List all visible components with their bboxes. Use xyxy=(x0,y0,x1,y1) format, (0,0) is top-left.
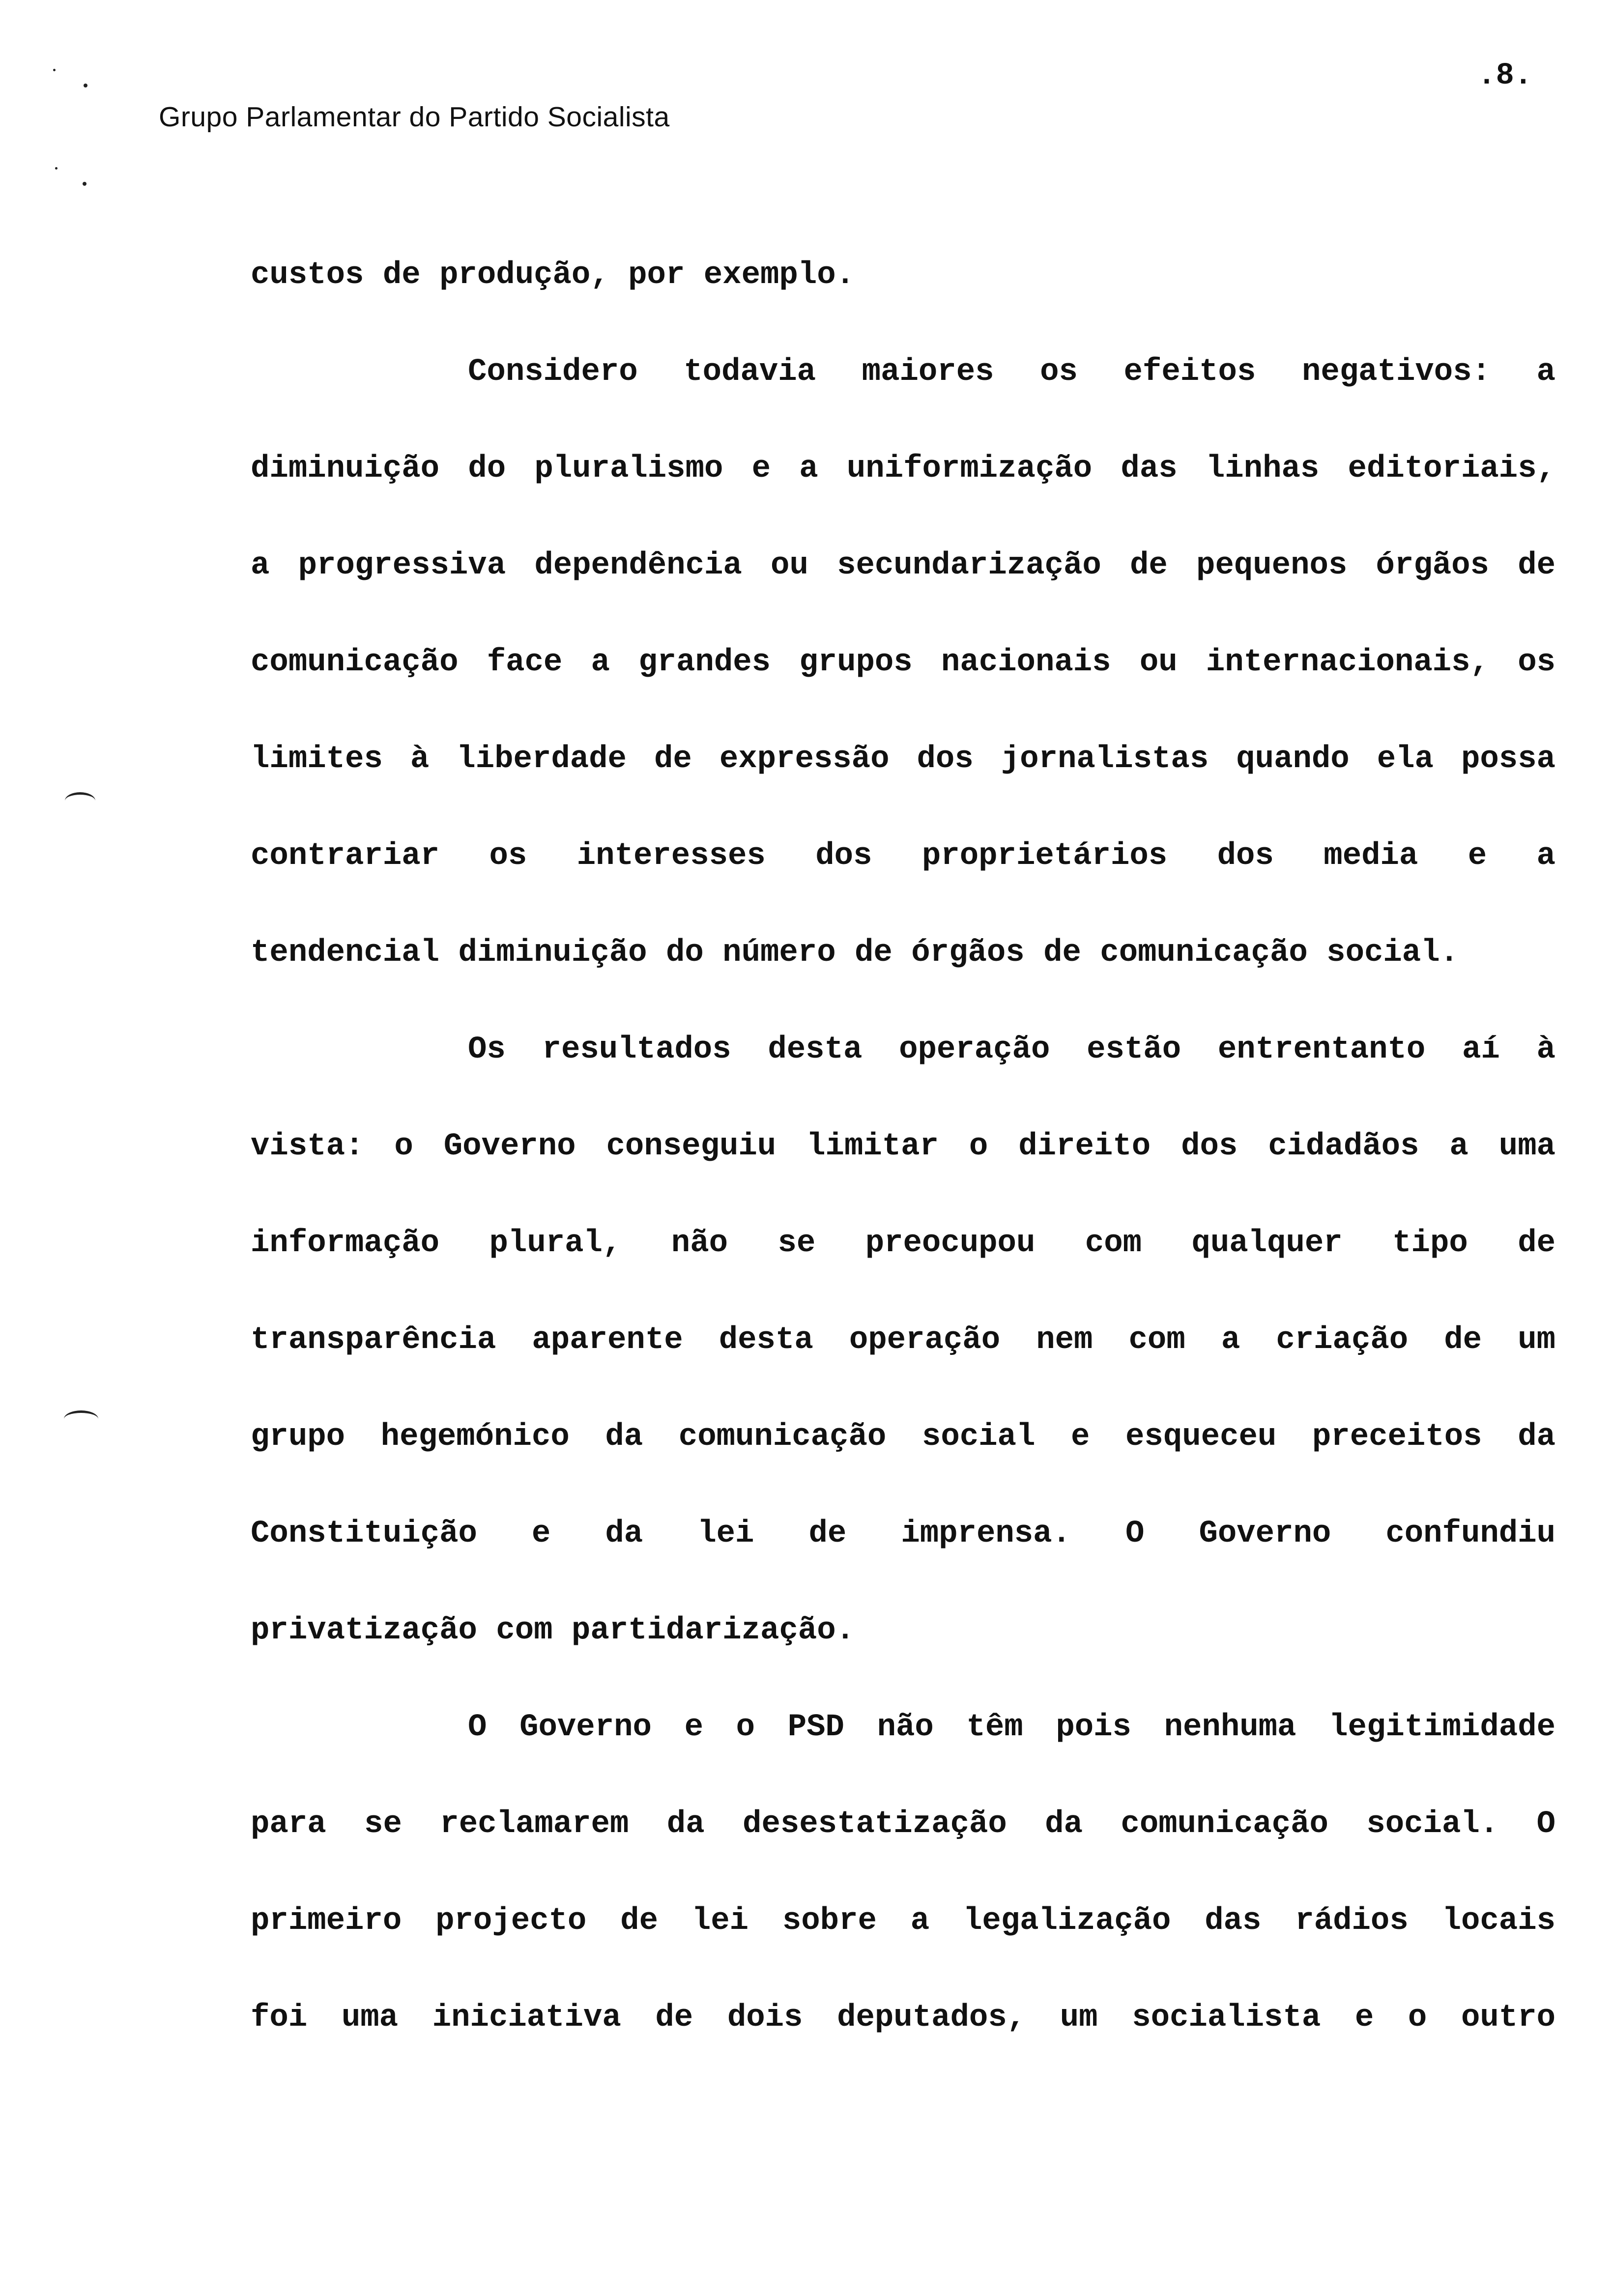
text-line: Constituição e da lei de imprensa. O Governo confundiu xyxy=(251,1516,1555,1551)
text-line: foi uma iniciativa de dois deputados, um socialista e o outro xyxy=(251,2000,1555,2036)
margin-bracket-mark xyxy=(64,1410,98,1428)
text-line: comunicação face a grandes grupos nacionais ou internacionais, os xyxy=(251,645,1555,680)
text-line: grupo hegemónico da comunicação social e esqueceu preceitos da xyxy=(251,1419,1555,1455)
text-line: O Governo e o PSD não têm pois nenhuma legitimidade xyxy=(468,1710,1555,1745)
text-line: limites à liberdade de expressão dos jornalistas quando ela possa xyxy=(251,742,1555,777)
text-line: para se reclamarem da desestatização da comunicação social. O xyxy=(251,1807,1555,1842)
text-line: a progressiva dependência ou secundarização de pequenos órgãos de xyxy=(251,548,1555,583)
text-line: vista: o Governo conseguiu limitar o direito dos cidadãos a uma xyxy=(251,1129,1555,1164)
text-line: informação plural, não se preocupou com qualquer tipo de xyxy=(251,1226,1555,1261)
text-line: contrariar os interesses dos proprietários dos media e a xyxy=(251,838,1555,874)
scan-speck xyxy=(55,167,58,170)
page-number: .8. xyxy=(1477,58,1532,93)
text-line: Os resultados desta operação estão entrentanto aí à xyxy=(468,1032,1555,1067)
scan-speck xyxy=(53,69,56,71)
text-line: transparência aparente desta operação nem com a criação de um xyxy=(251,1322,1555,1358)
text-line: primeiro projecto de lei sobre a legalização das rádios locais xyxy=(251,1903,1555,1939)
text-line: tendencial diminuição do número de órgãos de comunicação social. xyxy=(251,935,1459,971)
text-line: privatização com partidarização. xyxy=(251,1613,855,1648)
scan-speck xyxy=(84,84,87,87)
scan-speck xyxy=(83,182,86,186)
body-text xyxy=(251,251,1555,2090)
margin-bracket-mark xyxy=(65,792,95,809)
organization-header: Grupo Parlamentar do Partido Socialista xyxy=(159,101,670,133)
text-line: custos de produção, por exemplo. xyxy=(251,258,855,293)
text-line: Considero todavia maiores os efeitos negativos: a xyxy=(468,354,1555,390)
text-line: diminuição do pluralismo e a uniformização das linhas editoriais, xyxy=(251,451,1555,487)
